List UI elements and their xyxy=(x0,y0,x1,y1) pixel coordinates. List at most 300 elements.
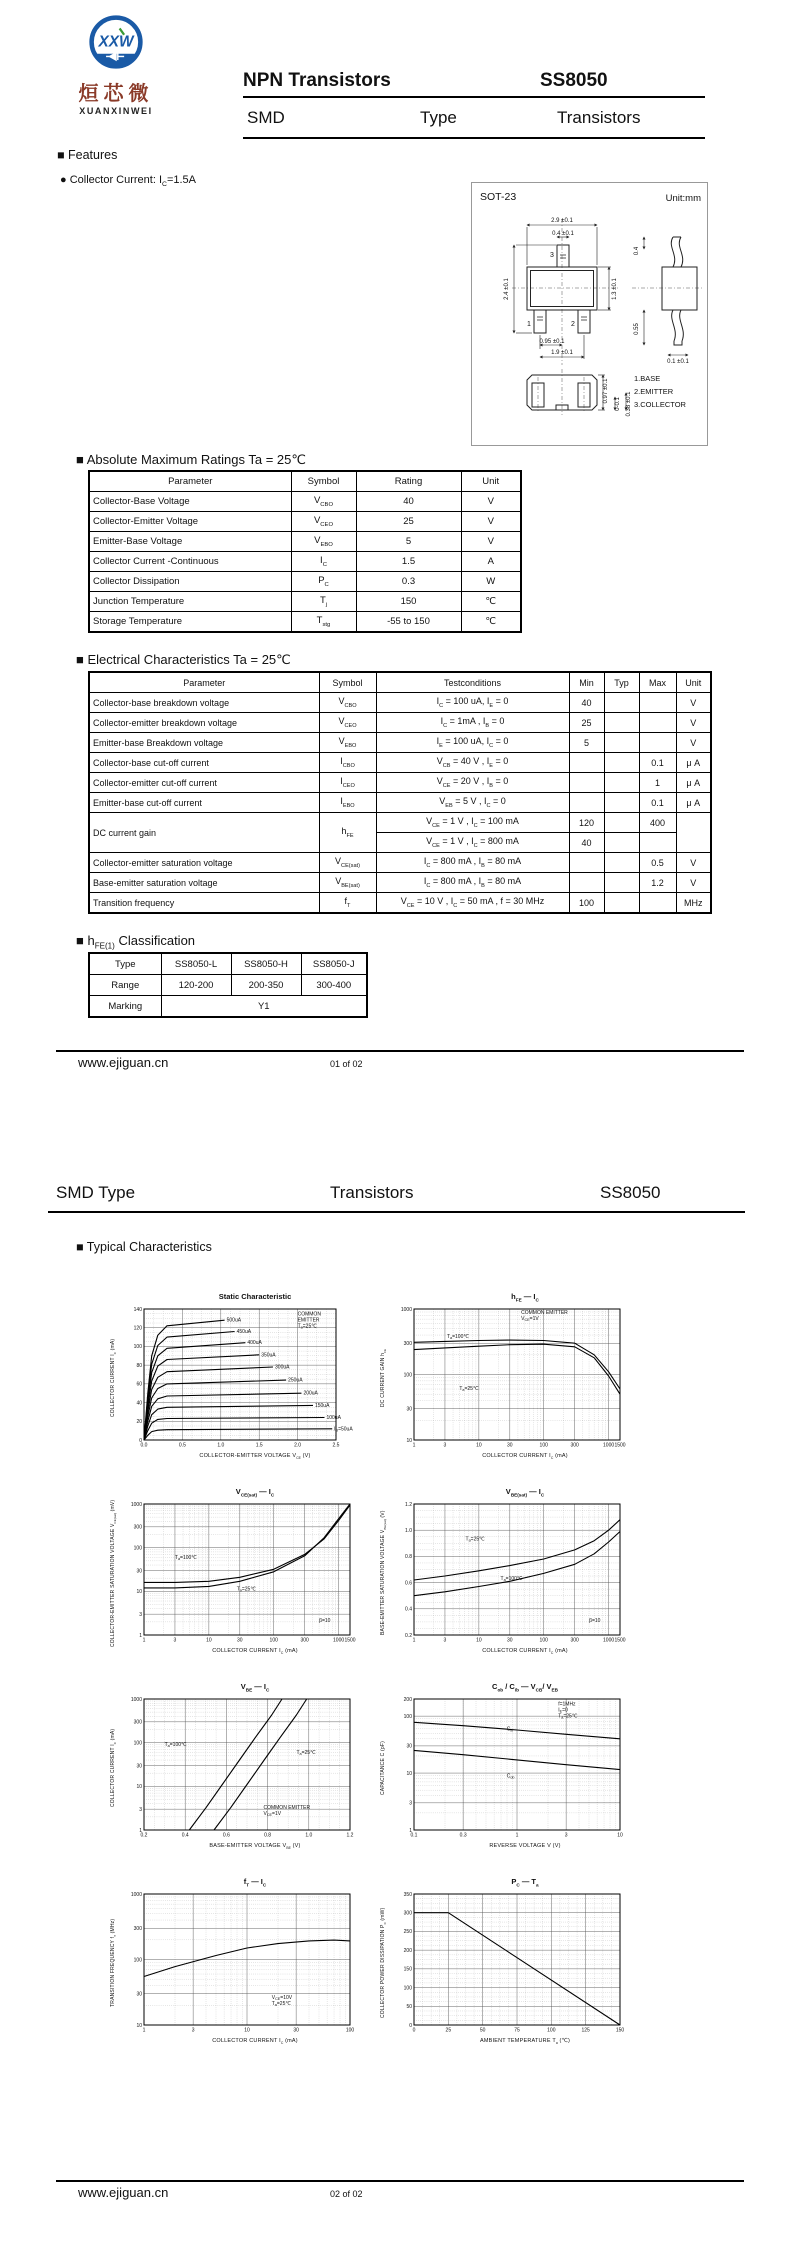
chart-plot xyxy=(394,1888,636,2038)
svg-text:1: 1 xyxy=(139,1632,142,1639)
subtitle-transistors: Transistors xyxy=(557,108,641,127)
chart-plot xyxy=(124,1303,366,1453)
cell: W xyxy=(461,572,521,592)
cell: Type xyxy=(89,953,161,975)
cell: 120 xyxy=(569,813,604,833)
cell: $I_{CEO}$ xyxy=(319,773,376,793)
chart-xlabel: COLLECTOR CURRENT $I_C$ (mA) xyxy=(212,2038,298,2046)
svg-text:75: 75 xyxy=(514,2027,520,2034)
cell: Testconditions xyxy=(376,672,569,693)
annotation: EMITTER xyxy=(297,1317,320,1324)
cell: Collector-emitter breakdown voltage xyxy=(89,713,319,733)
cell xyxy=(639,733,676,753)
chart-plot xyxy=(124,1693,366,1843)
table-row xyxy=(89,753,711,773)
svg-text:2.5: 2.5 xyxy=(332,1442,340,1449)
svg-text:300: 300 xyxy=(133,1524,142,1531)
cell xyxy=(604,693,639,713)
svg-text:0.0: 0.0 xyxy=(140,1442,148,1449)
chart-3 xyxy=(110,1487,366,1673)
svg-text:250: 250 xyxy=(403,1929,412,1936)
series-IB=250uA xyxy=(144,1380,286,1440)
cell: Emitter-base Breakdown voltage xyxy=(89,733,319,753)
cell: ℃ xyxy=(461,612,521,633)
cell: 400 xyxy=(639,813,676,833)
cell: 40 xyxy=(569,833,604,853)
chart-plot xyxy=(394,1498,636,1648)
svg-text:2.0: 2.0 xyxy=(294,1442,302,1449)
chart-plot xyxy=(124,1888,366,2038)
svg-text:1000: 1000 xyxy=(130,1696,142,1703)
svg-text:300: 300 xyxy=(570,1637,579,1644)
chart-plot xyxy=(124,1498,366,1648)
chart-ylabel: BASE-EMITTER SATURATION VOLTAGE $V_{BE(sat)}$ (V) xyxy=(380,1510,387,1636)
cell: DC current gain xyxy=(89,813,319,853)
svg-text:1: 1 xyxy=(409,1827,412,1834)
cell xyxy=(639,693,676,713)
cell: Collector Current -Continuous xyxy=(89,552,291,572)
svg-text:100: 100 xyxy=(133,1545,142,1552)
svg-text:10: 10 xyxy=(476,1442,482,1449)
cell: $V_{EBO}$ xyxy=(291,532,356,552)
annotation: f=1MHz xyxy=(558,1701,576,1708)
table-row xyxy=(89,693,711,713)
pin-label: 2.EMITTER xyxy=(634,387,674,396)
cell: 200-350 xyxy=(231,975,301,996)
chart-title: $C_{ob} / C_{ib}$ — $V_{CB}/$ $V_{EB}$ xyxy=(492,1682,558,1693)
chart-ylabel: CAPACITANCE C (pF) xyxy=(380,1741,386,1795)
p2-header-center: Transistors xyxy=(330,1183,414,1202)
cell xyxy=(676,813,711,853)
cell: 5 xyxy=(356,532,461,552)
annotation: $T_a=100℃$ xyxy=(500,1575,523,1582)
company-name-cn: 烜芯微 xyxy=(78,83,154,105)
series-IB=150uA xyxy=(144,1405,313,1440)
footer-site-1: www.ejiguan.cn xyxy=(78,1055,169,1070)
cell: μ A xyxy=(676,793,711,813)
annotation: COMMON xyxy=(297,1311,321,1318)
cell xyxy=(569,793,604,813)
svg-text:1.2: 1.2 xyxy=(346,1832,354,1839)
table-row xyxy=(89,873,711,893)
svg-text:120: 120 xyxy=(133,1325,142,1332)
svg-text:0.4: 0.4 xyxy=(405,1606,412,1613)
annotation: $T_a=25℃$ xyxy=(297,1323,317,1330)
cell xyxy=(604,793,639,813)
series-label: 200uA xyxy=(303,1390,318,1397)
svg-text:1.0: 1.0 xyxy=(405,1528,412,1534)
series-label: 500uA xyxy=(226,1317,242,1324)
cell: Emitter-Base Voltage xyxy=(89,532,291,552)
svg-text:60: 60 xyxy=(136,1381,142,1388)
cell: $V_{EB} = 5$ V , $I_C = 0$ xyxy=(376,793,569,813)
svg-text:30: 30 xyxy=(136,1991,142,1998)
table-row xyxy=(89,893,711,914)
annotation: $T_a=100℃$ xyxy=(174,1555,197,1562)
cell xyxy=(604,753,639,773)
cell: $V_{CE} = 1$ V , $I_C = 100$ mA xyxy=(376,813,569,833)
footer-rule-2 xyxy=(56,2180,744,2182)
svg-text:3: 3 xyxy=(443,1637,447,1644)
series-label: 100uA xyxy=(326,1415,341,1422)
svg-text:0.6: 0.6 xyxy=(222,1832,230,1839)
cell xyxy=(639,893,676,914)
cell xyxy=(604,873,639,893)
cell: V xyxy=(676,853,711,873)
cell xyxy=(569,773,604,793)
chart-1 xyxy=(110,1292,366,1478)
svg-text:0.3: 0.3 xyxy=(459,1832,467,1839)
svg-text:10: 10 xyxy=(476,1637,482,1644)
cell: $V_{CE} = 10$ V , $I_C = 50$ mA , f = 30 MHz xyxy=(376,893,569,914)
annotation: $V_{CE}=1V$ xyxy=(263,1811,282,1818)
svg-text:100: 100 xyxy=(133,1344,142,1351)
annotation: $V_{CE}=1V$ xyxy=(521,1316,539,1323)
svg-text:3: 3 xyxy=(191,2027,195,2034)
svg-text:0.6: 0.6 xyxy=(405,1580,412,1587)
series-label: $I_B=50uA$ xyxy=(334,1426,353,1433)
svg-text:30: 30 xyxy=(507,1637,513,1644)
chart-ylabel: TRANSITION FREQUENCY $f_T$ (MHz) xyxy=(110,1918,117,2008)
cell: $V_{CB} = 40$ V , $I_E = 0$ xyxy=(376,753,569,773)
cell: V xyxy=(676,873,711,893)
cell: 100 xyxy=(569,893,604,914)
series-label: 300uA xyxy=(275,1364,290,1371)
svg-text:0.1: 0.1 xyxy=(410,1832,418,1839)
cell: Symbol xyxy=(291,471,356,492)
series-label: 400uA xyxy=(247,1340,262,1347)
series-label: 350uA xyxy=(261,1352,276,1359)
cell: Rating xyxy=(356,471,461,492)
cell: 0.3 xyxy=(356,572,461,592)
cell: $I_C = 800$ mA , $I_B = 80$ mA xyxy=(376,853,569,873)
package-diagram xyxy=(472,205,707,445)
svg-text:3: 3 xyxy=(564,1832,568,1839)
svg-text:1000: 1000 xyxy=(130,1891,142,1898)
cell: Storage Temperature xyxy=(89,612,291,633)
svg-text:0: 0 xyxy=(139,1437,142,1444)
cell: Collector-base cut-off current xyxy=(89,753,319,773)
annotation: $T_a=25℃$ xyxy=(465,1536,485,1543)
svg-text:10: 10 xyxy=(136,2022,142,2029)
svg-text:1: 1 xyxy=(515,1832,519,1839)
cell: 1.2 xyxy=(639,873,676,893)
svg-text:1000: 1000 xyxy=(400,1306,412,1313)
cell: 5 xyxy=(569,733,604,753)
svg-text:350: 350 xyxy=(403,1891,412,1898)
svg-text:3: 3 xyxy=(443,1442,447,1449)
chart-xlabel: BASE-EMITTER VOLTAGE $V_{BE}$ (V) xyxy=(209,1843,301,1851)
cell: $I_C = 1mA$ , $I_B = 0$ xyxy=(376,713,569,733)
svg-text:30: 30 xyxy=(136,1568,142,1575)
cell: Max xyxy=(639,672,676,693)
cell: Symbol xyxy=(319,672,376,693)
dim-label: 0.4 xyxy=(634,246,640,256)
cell: V xyxy=(461,532,521,552)
svg-text:30: 30 xyxy=(507,1442,513,1449)
annotation: COMMON EMITTER xyxy=(521,1310,568,1317)
annotation: β=10 xyxy=(319,1617,331,1624)
svg-text:200: 200 xyxy=(403,1947,412,1954)
cell: Transition frequency xyxy=(89,893,319,914)
cell xyxy=(604,733,639,753)
cell: Parameter xyxy=(89,471,291,492)
footer-page-2: 02 of 02 xyxy=(330,2189,363,2199)
cell xyxy=(604,813,639,833)
annotation: $T_a=100℃$ xyxy=(164,1742,187,1749)
cell: SS8050-L xyxy=(161,953,231,975)
dim-label: 0.95 ±0.1 xyxy=(539,339,565,345)
svg-text:10: 10 xyxy=(136,1784,142,1791)
svg-text:0.4: 0.4 xyxy=(181,1832,189,1839)
company-logo xyxy=(64,14,168,116)
annotation: $V_{CE}=10V$ xyxy=(271,1994,293,2001)
cell: Marking xyxy=(89,996,161,1018)
cell xyxy=(569,853,604,873)
cell: $V_{EBO}$ xyxy=(319,733,376,753)
cell: V xyxy=(676,713,711,733)
cell: $I_C$ xyxy=(291,552,356,572)
logo-icon xyxy=(88,14,144,70)
chart-xlabel: COLLECTOR CURRENT $I_C$ (mA) xyxy=(482,1453,568,1461)
svg-text:0.2: 0.2 xyxy=(405,1632,412,1639)
svg-text:1: 1 xyxy=(142,2027,146,2034)
cell xyxy=(604,773,639,793)
cell: $I_{EBO}$ xyxy=(319,793,376,813)
cell xyxy=(639,713,676,733)
chart-xlabel: COLLECTOR CURRENT $I_C$ (mA) xyxy=(212,1648,298,1656)
pin-label: 3.COLLECTOR xyxy=(634,400,686,409)
cell: 40 xyxy=(356,492,461,512)
chart-4 xyxy=(380,1487,636,1673)
svg-text:20: 20 xyxy=(136,1419,142,1426)
series-label: 450uA xyxy=(236,1328,252,1335)
cell: 0.1 xyxy=(639,793,676,813)
cell: $I_E = 100$ uA, $I_C = 0$ xyxy=(376,733,569,753)
chart-ylabel: COLLECTOR CURRENT $I_C$ (mA) xyxy=(110,1338,117,1418)
dim-label: 2.9 ±0.1 xyxy=(551,218,573,224)
cell: Collector-emitter saturation voltage xyxy=(89,853,319,873)
chart-title: $f_T$ — $I_C$ xyxy=(243,1877,267,1888)
cell: ℃ xyxy=(461,592,521,612)
annotation: $T_a=25℃$ xyxy=(271,2000,291,2007)
annotation: $T_a=25℃$ xyxy=(459,1386,479,1393)
package-name: SOT-23 xyxy=(480,191,517,203)
svg-text:50: 50 xyxy=(406,2004,412,2011)
table-row xyxy=(89,996,367,1018)
cell: Typ xyxy=(604,672,639,693)
cell: $T_j$ xyxy=(291,592,356,612)
cell: Collector-emitter cut-off current xyxy=(89,773,319,793)
chart-xlabel: COLLECTOR CURRENT $I_C$ (mA) xyxy=(482,1648,568,1656)
footer-site-2: www.ejiguan.cn xyxy=(78,2185,169,2200)
series-IB=400uA xyxy=(144,1343,245,1440)
svg-text:100: 100 xyxy=(133,1740,142,1747)
table-row xyxy=(89,612,521,633)
cell: Junction Temperature xyxy=(89,592,291,612)
cell: Parameter xyxy=(89,672,319,693)
p2-header-rule xyxy=(48,1211,745,1213)
subtitle-type: Type xyxy=(420,108,457,127)
cell: $V_{CE} = 20$ V , $I_B = 0$ xyxy=(376,773,569,793)
footer-page-1: 01 of 02 xyxy=(330,1059,363,1069)
svg-text:0.5: 0.5 xyxy=(178,1442,186,1449)
cell: 25 xyxy=(569,713,604,733)
amr-table xyxy=(88,470,522,633)
cell xyxy=(604,853,639,873)
svg-text:3: 3 xyxy=(409,1800,412,1807)
svg-text:200: 200 xyxy=(403,1696,412,1703)
cell: V xyxy=(461,512,521,532)
chart-5 xyxy=(110,1682,366,1868)
svg-text:100: 100 xyxy=(269,1637,278,1644)
svg-text:100: 100 xyxy=(403,1713,412,1720)
chart-title: $P_C$ — $T_a$ xyxy=(511,1877,539,1888)
svg-text:125: 125 xyxy=(581,2027,590,2034)
table-row xyxy=(89,953,367,975)
svg-text:100: 100 xyxy=(539,1637,548,1644)
ec-table xyxy=(88,671,712,914)
svg-text:1.2: 1.2 xyxy=(405,1501,412,1508)
header-rule-2 xyxy=(243,137,705,139)
chart-title: $V_{CE(sat)}$ — $I_C$ xyxy=(235,1487,275,1498)
cell: 120-200 xyxy=(161,975,231,996)
subtitle-smd: SMD xyxy=(247,108,285,127)
annotation: $C_{ib}$ xyxy=(506,1726,514,1733)
dim-label: 2.4 ±0.1 xyxy=(504,278,510,300)
hfe-heading: ■ $h_{FE(1)}$ Classification xyxy=(76,933,196,951)
chart-plot xyxy=(394,1693,636,1843)
svg-text:10: 10 xyxy=(136,1589,142,1596)
annotation: $I_E=0$ xyxy=(558,1707,568,1714)
svg-text:300: 300 xyxy=(403,1341,412,1348)
svg-text:300: 300 xyxy=(300,1637,309,1644)
typical-characteristics-heading: ■ Typical Characteristics xyxy=(76,1240,212,1254)
svg-text:30: 30 xyxy=(293,2027,299,2034)
pin-number: 1 xyxy=(527,321,531,328)
chart-xlabel: REVERSE VOLTAGE V (V) xyxy=(489,1843,561,1849)
svg-text:10: 10 xyxy=(406,1437,412,1444)
table-row xyxy=(89,532,521,552)
svg-text:3: 3 xyxy=(173,1637,177,1644)
cell: Collector Dissipation xyxy=(89,572,291,592)
svg-text:140: 140 xyxy=(133,1306,142,1313)
table-row xyxy=(89,592,521,612)
cell: Collector-Base Voltage xyxy=(89,492,291,512)
svg-text:0.8: 0.8 xyxy=(405,1554,412,1561)
cell: -55 to 150 xyxy=(356,612,461,633)
table-row xyxy=(89,552,521,572)
svg-text:1: 1 xyxy=(412,1442,416,1449)
svg-text:1.0: 1.0 xyxy=(217,1442,225,1449)
cell: $P_C$ xyxy=(291,572,356,592)
table-row xyxy=(89,975,367,996)
svg-text:1500: 1500 xyxy=(614,1442,626,1449)
svg-text:50: 50 xyxy=(479,2027,486,2034)
chart-plot xyxy=(394,1303,636,1453)
package-drawing xyxy=(471,182,708,446)
svg-text:25: 25 xyxy=(445,2027,452,2034)
cell: V xyxy=(676,733,711,753)
cell xyxy=(569,753,604,773)
cell: $I_C = 100$ uA, $I_E = 0$ xyxy=(376,693,569,713)
chart-ylabel: COLLECTOR-EMITTER SATURATION VOLTAGE $V_{CE(sat)}$ (mV) xyxy=(110,1499,117,1647)
table-row xyxy=(89,492,521,512)
svg-text:1000: 1000 xyxy=(130,1501,142,1508)
doc-title: NPN Transistors xyxy=(243,70,391,91)
svg-text:1.0: 1.0 xyxy=(305,1832,313,1839)
svg-text:300: 300 xyxy=(403,1910,412,1917)
cell: 1.5 xyxy=(356,552,461,572)
annotation: $C_{ob}$ xyxy=(506,1773,515,1780)
svg-text:1: 1 xyxy=(412,1637,416,1644)
cell: $I_{CBO}$ xyxy=(319,753,376,773)
header-rule-1 xyxy=(243,96,705,98)
dim-label: 0.1 ±0.1 xyxy=(667,359,689,365)
cell xyxy=(604,713,639,733)
svg-text:100: 100 xyxy=(345,2027,355,2034)
svg-text:0.8: 0.8 xyxy=(264,1832,272,1839)
table-row xyxy=(89,773,711,793)
cell: $f_T$ xyxy=(319,893,376,914)
svg-text:10: 10 xyxy=(244,2027,250,2034)
table-row xyxy=(89,471,521,492)
series-label: 250uA xyxy=(288,1377,303,1384)
dim-label: 0-0.1 xyxy=(615,397,621,411)
cell: μ A xyxy=(676,753,711,773)
part-number: SS8050 xyxy=(540,70,608,91)
cell: $V_{CBO}$ xyxy=(319,693,376,713)
company-name-en: XUANXINWEI xyxy=(79,106,153,116)
annotation: COMMON EMITTER xyxy=(263,1805,311,1812)
dim-label: 1.3 ±0.1 xyxy=(612,278,618,300)
table-row xyxy=(89,853,711,873)
annotation: β=10 xyxy=(589,1617,601,1624)
chart-title: $h_{FE}$ — $I_C$ xyxy=(511,1292,539,1303)
svg-text:0.2: 0.2 xyxy=(140,1832,148,1839)
svg-text:40: 40 xyxy=(136,1400,142,1407)
cell: 40 xyxy=(569,693,604,713)
package-unit: Unit:mm xyxy=(665,193,701,204)
svg-text:30: 30 xyxy=(136,1763,142,1770)
table-row xyxy=(89,813,711,833)
cell: $V_{CEO}$ xyxy=(319,713,376,733)
svg-text:150: 150 xyxy=(403,1966,412,1973)
chart-xlabel: AMBIENT TEMPERATURE $T_a$ (℃) xyxy=(480,2038,570,2046)
cell: $V_{CE(sat)}$ xyxy=(319,853,376,873)
svg-text:10: 10 xyxy=(406,1770,412,1777)
cell: Collector-base breakdown voltage xyxy=(89,693,319,713)
cell: Unit xyxy=(676,672,711,693)
cell xyxy=(569,873,604,893)
cell: Collector-Emitter Voltage xyxy=(89,512,291,532)
cell: SS8050-J xyxy=(301,953,367,975)
svg-text:30: 30 xyxy=(237,1637,243,1644)
svg-text:30: 30 xyxy=(406,1406,412,1413)
cell: Base-emitter saturation voltage xyxy=(89,873,319,893)
dim-label: 0.4 ±0.1 xyxy=(552,231,574,237)
cell: 25 xyxy=(356,512,461,532)
cell: $T_{stg}$ xyxy=(291,612,356,633)
chart-title: $V_{BE}$ — $I_C$ xyxy=(240,1682,270,1693)
dim-label: 0.55 xyxy=(634,323,640,335)
cell xyxy=(604,893,639,914)
cell: V xyxy=(461,492,521,512)
p2-header-right: SS8050 xyxy=(600,1183,661,1202)
cell: $V_{CE} = 1$ V , $I_C = 800$ mA xyxy=(376,833,569,853)
cell: Range xyxy=(89,975,161,996)
table-row xyxy=(89,572,521,592)
